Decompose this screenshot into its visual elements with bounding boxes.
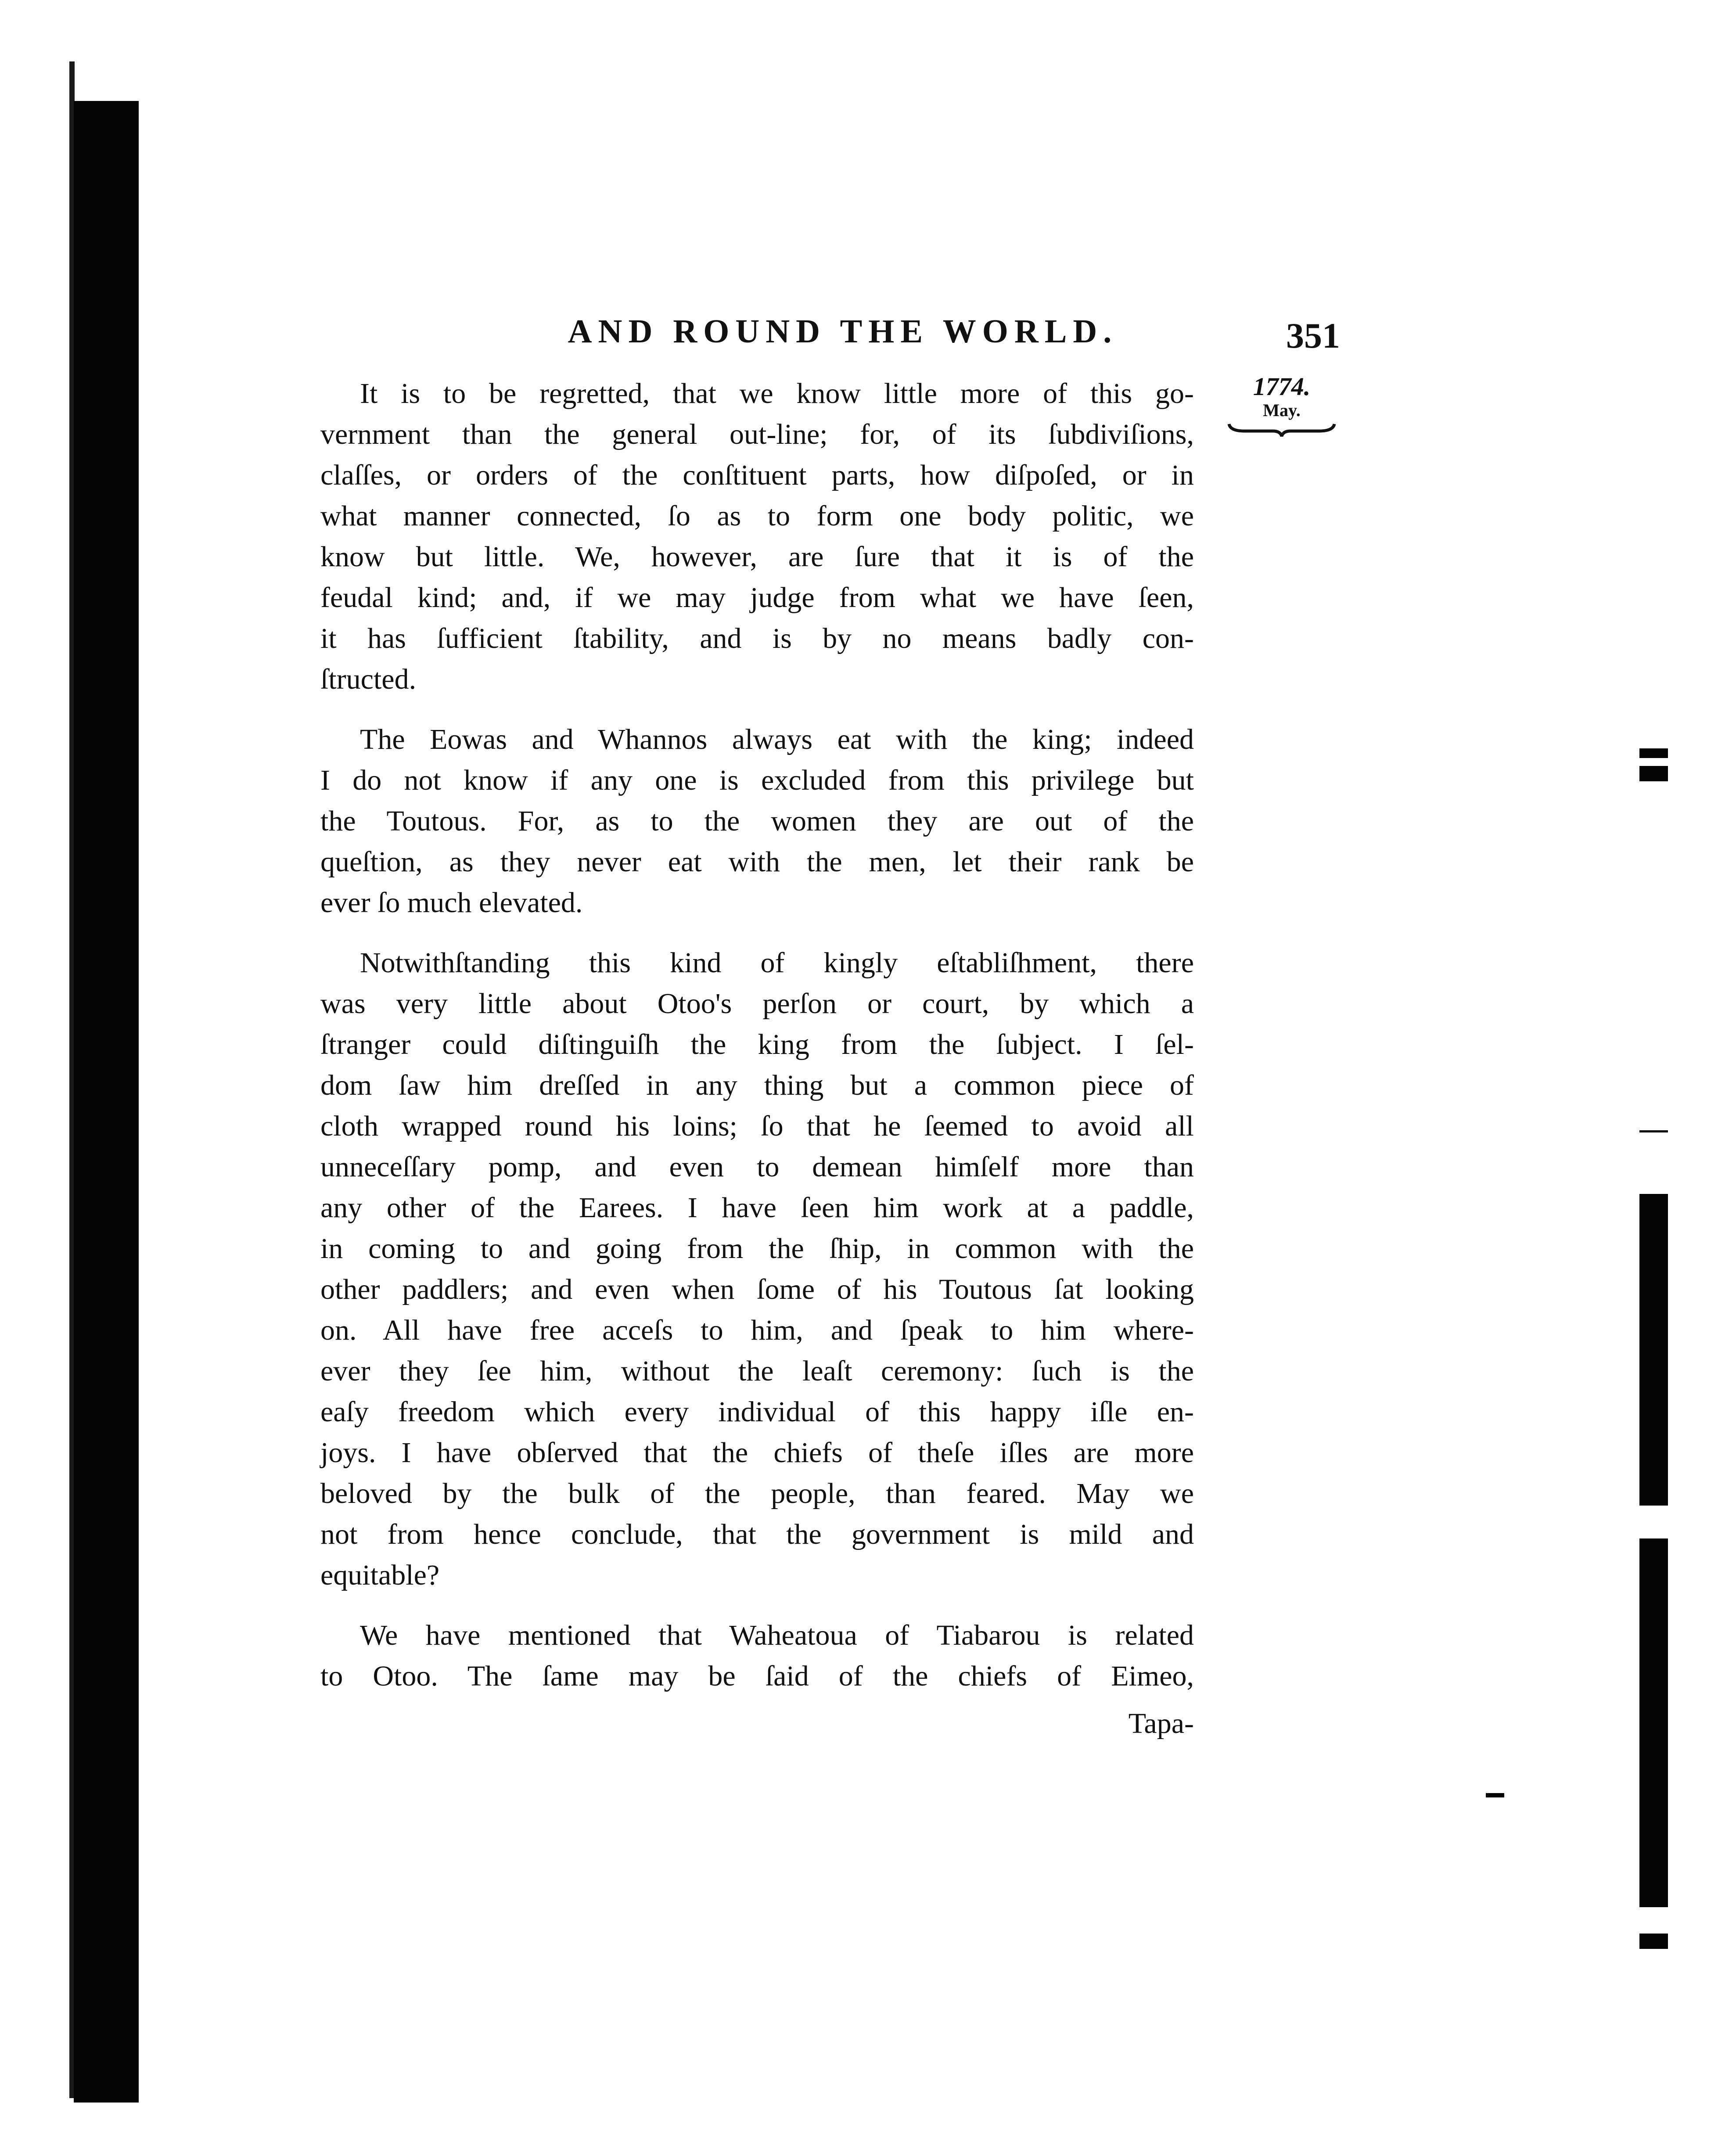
text-line: on. All have free acceſs to him, and ſpeak to him where-	[320, 1314, 1194, 1346]
brace-icon	[1227, 421, 1337, 438]
catchword: Tapa-	[1128, 1707, 1194, 1740]
text-line: cloth wrapped round his loins; ſo that he ſeemed to avoid all	[320, 1110, 1194, 1142]
paragraph-1	[320, 373, 1194, 700]
text-line: other paddlers; and even when ſome of his Toutous ſat looking	[320, 1273, 1194, 1305]
margin-month: May.	[1263, 400, 1301, 420]
scan-mark	[1639, 1194, 1668, 1506]
text-line: claſſes, or orders of the conſtituent parts, how diſpoſed, or in	[320, 459, 1194, 491]
text-line: ever ſo much elevated.	[320, 887, 583, 919]
text-line: ſtructed.	[320, 663, 417, 695]
text-line: was very little about Otoo's perſon or court, by which a	[320, 988, 1194, 1020]
scan-edge-left	[74, 101, 139, 2103]
text-line: dom ſaw him dreſſed in any thing but a common piece of	[320, 1069, 1194, 1101]
text-line: not from hence conclude, that the government is mild and	[320, 1518, 1194, 1550]
scan-mark	[1486, 1793, 1504, 1797]
paragraph-3	[320, 942, 1194, 1596]
text-line: The Eowas and Whannos always eat with the king; indeed	[360, 723, 1194, 755]
text-line: It is to be regretted, that we know little more of this go-	[360, 377, 1194, 410]
text-line: feudal kind; and, if we may judge from what we have ſeen,	[320, 582, 1194, 614]
text-line: We have mentioned that Waheatoua of Tiabarou is related	[360, 1619, 1194, 1651]
scan-mark	[1639, 748, 1668, 758]
body-text	[320, 373, 1194, 1716]
text-line: vernment than the general out-line; for, of its ſubdiviſions,	[320, 418, 1194, 450]
text-line: what manner connected, ſo as to form one body politic, we	[320, 500, 1194, 532]
text-line: unneceſſary pomp, and even to demean himſelf more than	[320, 1151, 1194, 1183]
text-line: joys. I have obſerved that the chiefs of theſe iſles are more	[320, 1437, 1194, 1469]
paragraph-4	[320, 1615, 1194, 1696]
scan-mark	[1639, 1130, 1668, 1132]
text-line: eaſy freedom which every individual of this happy iſle en-	[320, 1396, 1194, 1428]
text-line: in coming to and going from the ſhip, in common with the	[320, 1233, 1194, 1265]
paragraph-2	[320, 719, 1194, 923]
margin-year: 1774.	[1253, 372, 1311, 401]
text-line: know but little. We, however, are ſure that it is of the	[320, 541, 1194, 573]
text-line: queſtion, as they never eat with the men, let their rank be	[320, 846, 1194, 878]
text-line: any other of the Earees. I have ſeen him work at a paddle,	[320, 1192, 1194, 1224]
text-line: equitable?	[320, 1559, 440, 1591]
running-title: AND ROUND THE WORLD.	[568, 313, 1118, 350]
text-line: I do not know if any one is excluded from this privilege but	[320, 764, 1194, 796]
scan-mark	[1639, 1538, 1668, 1907]
text-line: it has ſufficient ſtability, and is by no means badly con-	[320, 622, 1194, 654]
text-line: ſtranger could diſtinguiſh the king from the ſubject. I ſel-	[320, 1028, 1194, 1060]
text-line: to Otoo. The ſame may be ſaid of the chiefs of Eimeo,	[320, 1660, 1194, 1692]
scan-mark	[1639, 1934, 1668, 1949]
text-line: ever they ſee him, without the leaſt ceremony: ſuch is the	[320, 1355, 1194, 1387]
text-line: Notwithſtanding this kind of kingly eſtabliſhment, there	[360, 947, 1194, 979]
text-line: the Toutous. For, as to the women they are out of the	[320, 805, 1194, 837]
scan-mark	[1639, 766, 1668, 781]
text-line: beloved by the bulk of the people, than feared. May we	[320, 1477, 1194, 1510]
page-number: 351	[1286, 316, 1340, 356]
margin-note	[1225, 373, 1339, 438]
